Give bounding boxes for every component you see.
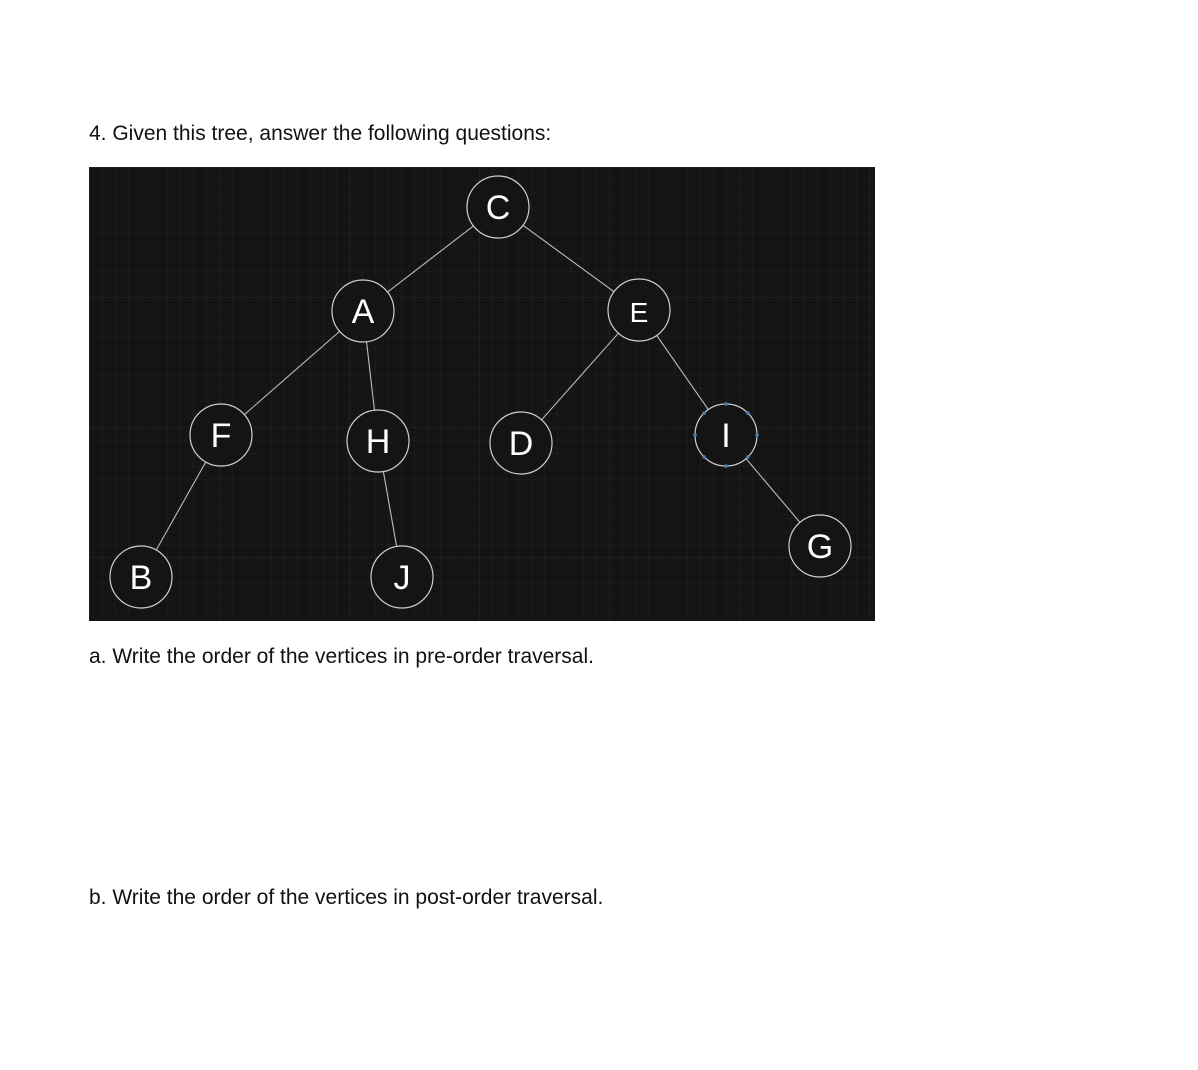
- node-d[interactable]: [490, 412, 552, 474]
- selection-handle[interactable]: [693, 433, 697, 437]
- node-g[interactable]: [789, 515, 851, 577]
- node-label: I: [721, 417, 731, 455]
- selection-handle[interactable]: [702, 411, 706, 415]
- node-c[interactable]: [467, 176, 529, 238]
- node-f[interactable]: [190, 404, 252, 466]
- selection-handle[interactable]: [702, 455, 706, 459]
- part-a-text: a. Write the order of the vertices in pre-order traversal.: [89, 645, 594, 668]
- selection-handle[interactable]: [724, 402, 728, 406]
- node-label: E: [629, 297, 649, 328]
- part-b-text: b. Write the order of the vertices in post-order traversal.: [89, 886, 604, 909]
- selection-handle[interactable]: [746, 411, 750, 415]
- node-h[interactable]: [347, 410, 409, 472]
- node-label: B: [129, 559, 153, 597]
- question-text: 4. Given this tree, answer the following questions:: [89, 122, 552, 145]
- node-a[interactable]: [332, 280, 394, 342]
- tree-canvas: [89, 167, 875, 621]
- selection-handle[interactable]: [755, 433, 759, 437]
- node-label: G: [806, 528, 834, 566]
- tree-diagram: [89, 167, 875, 621]
- selection-handle[interactable]: [724, 464, 728, 468]
- node-label: C: [485, 189, 511, 227]
- node-e[interactable]: [608, 279, 670, 341]
- selection-handle[interactable]: [746, 455, 750, 459]
- node-label: J: [393, 559, 411, 597]
- node-label: H: [365, 423, 391, 461]
- node-b[interactable]: [110, 546, 172, 608]
- node-label: A: [351, 293, 375, 331]
- diagram-grid: [89, 167, 875, 621]
- node-j[interactable]: [371, 546, 433, 608]
- node-label: D: [508, 425, 534, 463]
- node-label: F: [210, 417, 232, 455]
- node-i[interactable]: [693, 402, 759, 468]
